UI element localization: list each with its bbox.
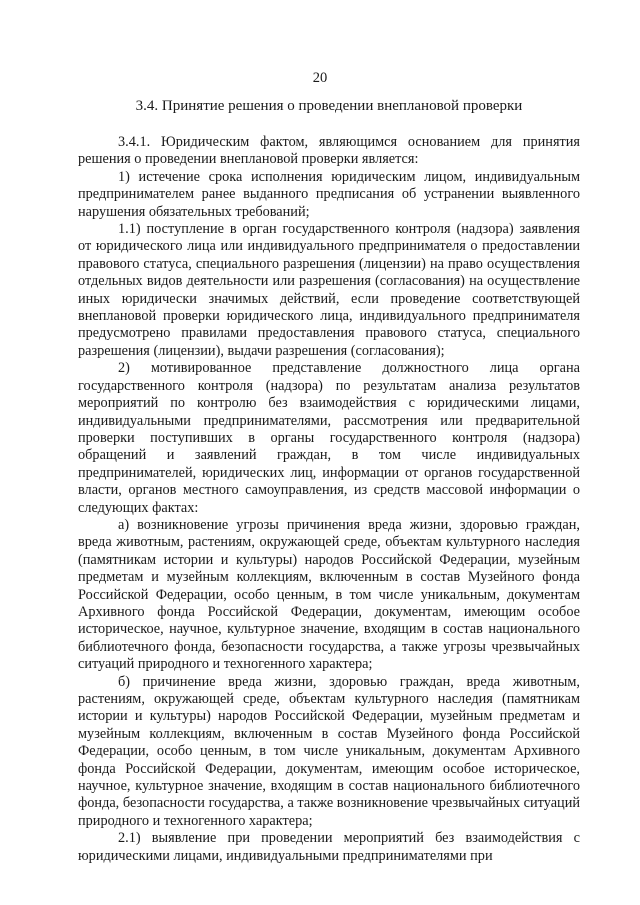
paragraph-item-1: 1) истечение срока исполнения юридическим лицом, индивидуальным предпринимателем ранее выданного предписания об устранении выявленного нарушения обязательных требований;: [78, 168, 580, 220]
document-body: [78, 134, 580, 865]
page-number: 20: [312, 70, 328, 86]
paragraph-item-2: 2) мотивированное представление должностного лица органа государственного контроля (надзора) по результатам анализа результатов мероприятий по контролю без взаимодействия с юридическими лицами, индивидуальными предпринимателями, рассмотрения или предварительной проверки поступивших в органы государственного контроля (надзора) обращений и заявлений граждан, в том числе индивидуальных предпринимателей, юридических лиц, информации от органов государственной власти, органов местного самоуправления, из средств массовой информации о следующих фактах:: [78, 360, 580, 516]
paragraph-3-4-1: 3.4.1. Юридическим фактом, являющимся основанием для принятия решения о проведении внеплановой проверки является:: [78, 134, 580, 168]
paragraph-item-2-b: б) причинение вреда жизни, здоровью граждан, вреда животным, растениям, окружающей среде, объектам культурного наследия (памятникам истории и культуры) народов Российской Федерации, музейным предметам и музейным коллекциям, включенным в состав Музейного фонда Российской Федерации, особо ценным, в том числе уникальным, документам Архивного фонда Российской Федерации, документам, имеющим особое историческое, научное, культурное значение, входящим в состав национального библиотечного фонда, безопасности государства, а также возникновение чрезвычайных ситуаций природного и техногенного характера;: [78, 673, 580, 829]
section-heading: 3.4. Принятие решения о проведении внеплановой проверки: [135, 98, 523, 114]
paragraph-item-1-1: 1.1) поступление в орган государственного контроля (надзора) заявления от юридического лица или индивидуального предпринимателя о предоставлении правового статуса, специального разрешения (лицензии) на право осуществления отдельных видов деятельности или разрешения (согласования) на осуществление иных юридически значимых действий, если проведение соответствующей внеплановой проверки юридического лица, индивидуального предпринимателя предусмотрено правилами предоставления правового статуса, специального разрешения (лицензии), выдачи разрешения (согласования);: [78, 221, 580, 359]
paragraph-item-2-a: а) возникновение угрозы причинения вреда жизни, здоровью граждан, вреда животным, растениям, окружающей среде, объектам культурного наследия (памятникам истории и культуры) народов Российской Федерации, музейным предметам и музейным коллекциям, включенным в состав Музейного фонда Российской Федерации, особо ценным, в том числе уникальным, документам Архивного фонда Российской Федерации, документам, имеющим особое историческое, научное, культурное значение, входящим в состав национального библиотечного фонда, безопасности государства, а также угрозы чрезвычайных ситуаций природного и техногенного характера;: [78, 516, 580, 673]
paragraph-item-2-1: 2.1) выявление при проведении мероприятий без взаимодействия с юридическими лицами, индивидуальными предпринимателями при: [78, 830, 580, 864]
